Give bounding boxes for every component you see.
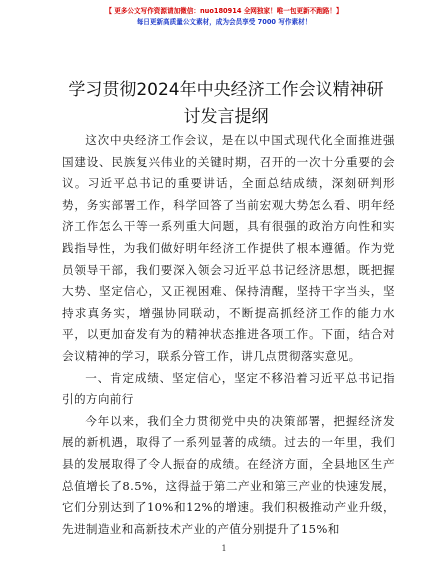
promo-banner-line-1: 【 更多公文写作资源请加微信：nuo180914 全网独家！唯一包更新不跑路！】 (105, 7, 343, 15)
section-1-paragraph: 今年以来，我们全力贯彻党中央的决策部署，把握经济发展的新机遇，取得了一系列显著的成绩。过去的一年里，我们县的发展取得了令人振奋的成绩。在经济方面，全县地区生产总值增长了8.5%，这得益于第二产业和第三产业的快速发展，它们分别达到了10%和12%的增速。我们积极推动产业升级，先进制造业和高新技术产业的产值分别提升了15%和 (62, 413, 395, 536)
document-title: 学习贯彻2024年中央经济工作会议精神研讨发言提纲 (68, 80, 384, 127)
promo-banner-line-2: 每日更新高质量公文素材，成为会员享受 7000 写作素材！ (136, 18, 312, 26)
promo-banner (0, 6, 448, 28)
section-heading-1: 一、肯定成绩、坚定信心，坚定不移沿着习近平总书记指引的方向前行 (62, 370, 395, 407)
document-body (62, 130, 395, 540)
page-number: 1 (221, 544, 227, 553)
intro-paragraph: 这次中央经济工作会议，是在以中国式现代化全面推进强国建设、民族复兴伟业的关键时期，召开的一次十分重要的会议。习近平总书记的重要讲话，全面总结成绩，深刻研判形势，务实部署工作，科学回答了当前宏观大势怎么看、明年经济工作怎么干等一系列重大问题，具有很强的政治方向性和实践指导性，为我们做好明年经济工作提供了根本遵循。作为党员领导干部，我们要深入领会习近平总书记经济思想，既把握大势、坚定信心，又正视困难、保持清醒，坚持干字当头，坚持求真务实，增强协同联动，不断提高抓经济工作的能力水平，以更加奋发有为的精神状态推进各项工作。下面，结合对会议精神的学习，联系分管工作，讲几点贯彻落实意见。 (62, 133, 395, 363)
